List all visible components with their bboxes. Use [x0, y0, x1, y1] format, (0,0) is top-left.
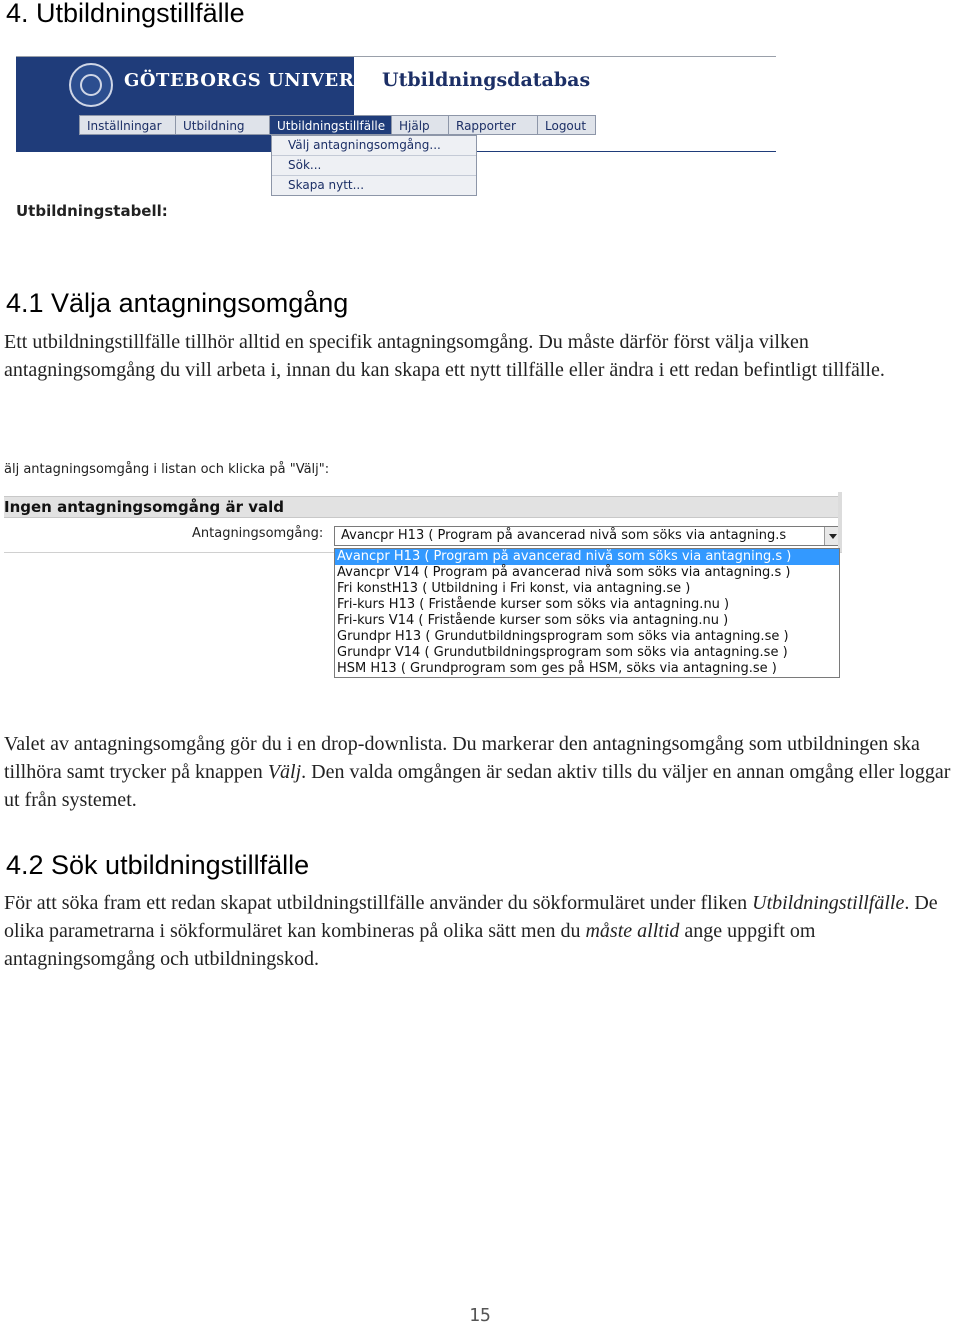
submenu-sok[interactable]: Sök...	[272, 156, 476, 176]
section-paragraph-4-1: Ett utbildningstillfälle tillhör alltid en specifik antagningsomgång. Du måste därför först välja vilken antagningsomgång du vill arbeta i, innan du kan skapa ett nytt tillfälle eller ändra i ett redan befintligt tillfälle.	[4, 331, 885, 381]
menu-utbildningstillfalle[interactable]: Utbildningstillfälle	[269, 115, 392, 135]
status-text: Ingen antagningsomgång är vald	[4, 498, 285, 516]
option-item[interactable]: Fri-kurs H13 ( Fristående kurser som söks via antagning.nu )	[337, 597, 730, 612]
option-item[interactable]: Fri-kurs V14 ( Fristående kurser som söks via antagning.nu )	[337, 613, 729, 628]
select-value: Avancpr H13 ( Program på avancerad nivå som söks via antagning.s	[341, 528, 787, 543]
status-bar	[4, 496, 842, 518]
option-item[interactable]: Avancpr V14 ( Program på avancerad nivå som söks via antagning.s )	[337, 565, 791, 580]
antagningsomgang-select[interactable]	[334, 526, 842, 546]
table-title: Utbildningstabell:	[16, 202, 168, 220]
option-item[interactable]: Grundpr V14 ( Grundutbildningsprogram som söks via antagning.se )	[337, 645, 788, 660]
app-screenshot-menu	[16, 56, 776, 236]
option-item[interactable]: Fri konstH13 ( Utbildning i Fri konst, via antagning.se )	[337, 581, 691, 596]
university-seal-icon	[69, 63, 113, 107]
field-label: Antagningsomgång:	[192, 526, 324, 541]
option-item[interactable]: HSM H13 ( Grundprogram som ges på HSM, söks via antagning.se )	[337, 661, 777, 676]
section-heading-4-2: 4.2 Sök utbildningstillfälle	[6, 850, 310, 880]
option-item[interactable]: Grundpr H13 ( Grundutbildningsprogram som söks via antagning.se )	[337, 629, 789, 644]
submenu-skapa-nytt[interactable]: Skapa nytt...	[288, 178, 365, 192]
select-options-list	[334, 548, 840, 678]
page-number: 15	[469, 1305, 491, 1326]
system-title: Utbildningsdatabas	[382, 69, 591, 91]
option-item[interactable]: Avancpr H13 ( Program på avancerad nivå som söks via antagning.s )	[335, 549, 839, 565]
paragraph-dropdown-explanation: Valet av antagningsomgång gör du i en drop-downlista. Du markerar den antagningsomgång som utbildningen ska tillhöra samt trycker på knappen Välj. Den valda omgången är sedan aktiv tills du väljer en annan omgång eller loggar ut från systemet.	[4, 733, 951, 811]
menu-utbildning[interactable]: Utbildning	[175, 115, 270, 135]
section-heading-4-1: 4.1 Välja antagningsomgång	[6, 288, 349, 318]
instruction-text: älj antagningsomgång i listan och klicka på "Välj":	[4, 462, 330, 477]
main-menu	[79, 115, 595, 135]
divider	[838, 492, 842, 552]
submenu-dropdown	[271, 135, 477, 196]
menu-installningar[interactable]: Inställningar	[79, 115, 176, 135]
menu-hjalp[interactable]: Hjälp	[391, 115, 449, 135]
menu-logout[interactable]: Logout	[537, 115, 596, 135]
university-name: GÖTEBORGS UNIVERSITET	[124, 70, 419, 91]
menu-rapporter[interactable]: Rapporter	[448, 115, 538, 135]
submenu-valj-antagningsomgang[interactable]: Välj antagningsomgång...	[272, 136, 476, 156]
app-screenshot-select	[0, 460, 845, 678]
chapter-heading: 4. Utbildningstillfälle	[6, 0, 245, 28]
section-paragraph-4-2: För att söka fram ett redan skapat utbildningstillfälle använder du sökformuläret under fliken Utbildningstillfälle. De olika parametrarna i sökformuläret kan kombineras på olika sätt men du måste alltid ange uppgift om antagningsomgång och utbildningskod.	[4, 892, 938, 970]
